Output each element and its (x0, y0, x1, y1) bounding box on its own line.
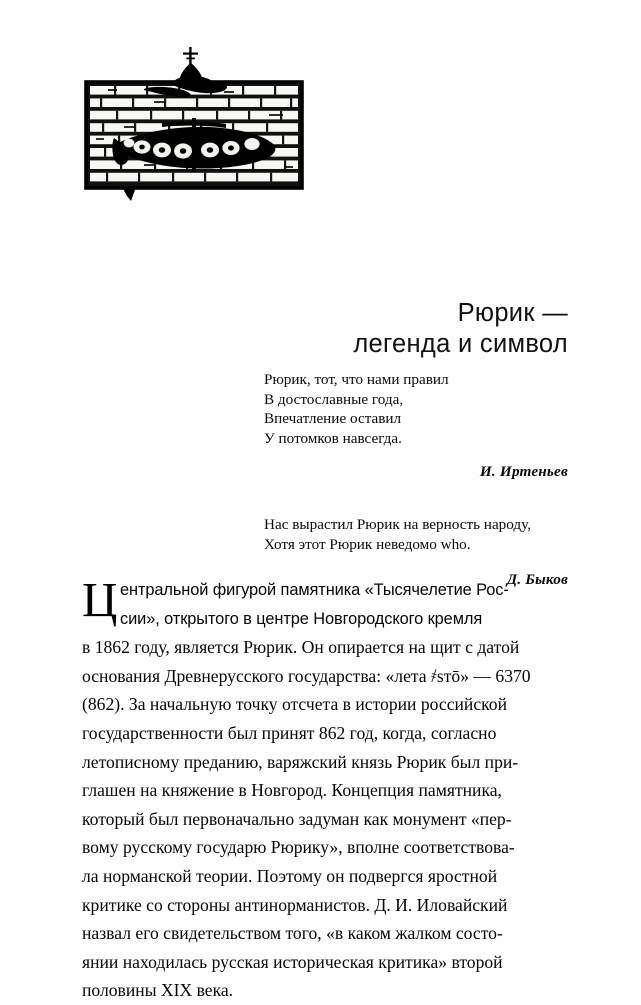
brick-wall (86, 82, 302, 188)
chapter-title (60, 298, 568, 360)
body-line-7: летописному преданию, варяжский князь Рюрик был при- (82, 751, 519, 772)
body-line-9: который был первоначально задуман как монумент «пер- (82, 808, 512, 829)
body-line-10: вому русскому государю Рюрику», вполне соответствова- (82, 837, 515, 858)
chapter-title-line-2: легенда и символ (353, 330, 568, 359)
body-line-4: основания Древнерусского государства: «лета ҂sтō» — 6370 (82, 665, 531, 686)
body-paragraph (82, 572, 568, 1005)
body-line-15: половины XIX века. (82, 980, 234, 1001)
body-line-3: в 1862 году, является Рюрик. Он опирается на щит с датой (82, 637, 520, 658)
epigraph-irtenev (264, 370, 568, 482)
epigraph-1-line-2: В достославные года, (264, 390, 404, 408)
pendant-ornament (122, 187, 136, 201)
body-line-2: сии», открытого в центре Новгородского кремля (120, 609, 483, 628)
body-line-12: критике со стороны антинорманистов. Д. И. Иловайский (82, 894, 508, 915)
epigraph-2-line-1: Нас вырастил Рюрик на верность народу, (264, 515, 532, 533)
epigraph-1-line-4: У потомков навсегда. (264, 429, 402, 447)
body-line-13: назвал его свидетельством того, «в каком жалком состо- (82, 923, 503, 944)
epigraph-group (264, 370, 568, 590)
chapter-headpiece-illustration (84, 46, 304, 201)
chapter-title-line-1: Рюрик — (457, 299, 568, 328)
body-line-6: государственности был принят 862 год, когда, согласно (82, 722, 497, 743)
epigraph-1-line-1: Рюрик, тот, что нами правил (264, 371, 449, 388)
drop-cap: Ц (82, 572, 118, 627)
body-line-8: глашен на княжение в Новгород. Концепция памятника, (82, 780, 502, 801)
epigraph-2-source: Д. Быков (506, 571, 568, 589)
body-line-1: ентральной фигурой памятника «Тысячелетие Рос- (120, 581, 509, 599)
body-line-5: (862). За начальную точку отсчета в истории российской (82, 694, 508, 715)
epigraph-2-line-2: Хотя этот Рюрик неведомо who. (264, 535, 471, 553)
epigraph-1-line-3: Впечатление оставил (264, 410, 402, 428)
body-line-14: янии находилась русская историческая критика» второй (82, 951, 503, 972)
epigraph-1-source: И. Иртеньев (479, 463, 568, 481)
brick-wall-illustration (84, 46, 304, 201)
body-line-11: ла норманской теории. Поэтому он подвергся яростной (82, 865, 498, 886)
